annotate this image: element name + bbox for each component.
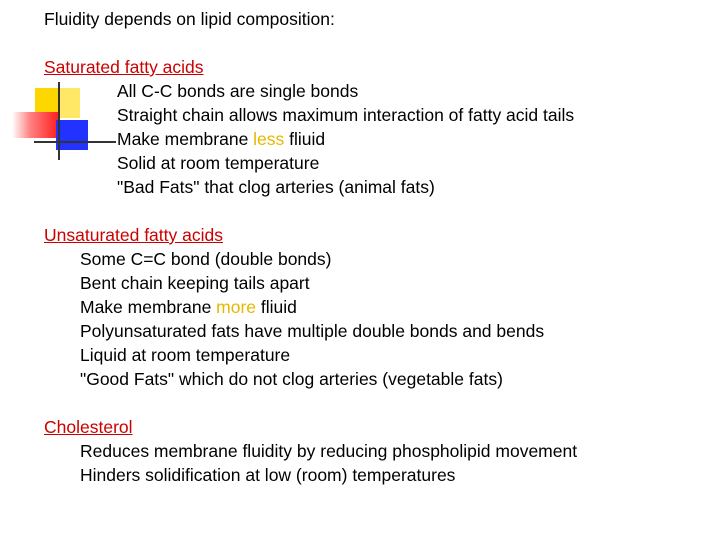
cholesterol-line-2: Hinders solidification at low (room) temperatures [80, 465, 456, 485]
cholesterol-line-1: Reduces membrane fluidity by reducing phospholipid movement [80, 441, 578, 461]
red-gradient-bar [12, 112, 58, 138]
unsaturated-highlight-more: more [216, 297, 257, 317]
unsaturated-line-3 [80, 295, 297, 319]
unsaturated-heading: Unsaturated fatty acids [44, 225, 223, 245]
unsaturated-line-3-prefix: Make membrane [80, 297, 217, 317]
saturated-heading: Saturated fatty acids [44, 57, 204, 77]
saturated-highlight-less: less [253, 129, 285, 149]
saturated-line-2: Straight chain allows maximum interaction of fatty acid tails [117, 105, 575, 125]
saturated-line-3-suffix: fliuid [284, 129, 326, 149]
saturated-line-3-prefix: Make membrane [117, 129, 254, 149]
blue-square [56, 120, 88, 150]
saturated-line-1: All C-C bonds are single bonds [117, 81, 359, 101]
vertical-line [58, 82, 60, 160]
unsaturated-line-4: Polyunsaturated fats have multiple double bonds and bends [80, 321, 545, 341]
unsaturated-line-6: "Good Fats" which do not clog arteries (vegetable fats) [80, 369, 503, 389]
unsaturated-line-3-suffix: fliuid [256, 297, 297, 317]
saturated-line-4: Solid at room temperature [117, 153, 320, 173]
slide-title: Fluidity depends on lipid composition: [44, 9, 335, 29]
unsaturated-line-1: Some C=C bond (double bonds) [80, 249, 332, 269]
unsaturated-line-5: Liquid at room temperature [80, 345, 291, 365]
unsaturated-line-2: Bent chain keeping tails apart [80, 273, 310, 293]
yellow-square-light [60, 88, 80, 118]
saturated-line-3 [117, 127, 325, 151]
horizontal-line [34, 141, 116, 143]
cholesterol-heading: Cholesterol [44, 417, 133, 437]
saturated-line-5: "Bad Fats" that clog arteries (animal fats) [117, 177, 435, 197]
